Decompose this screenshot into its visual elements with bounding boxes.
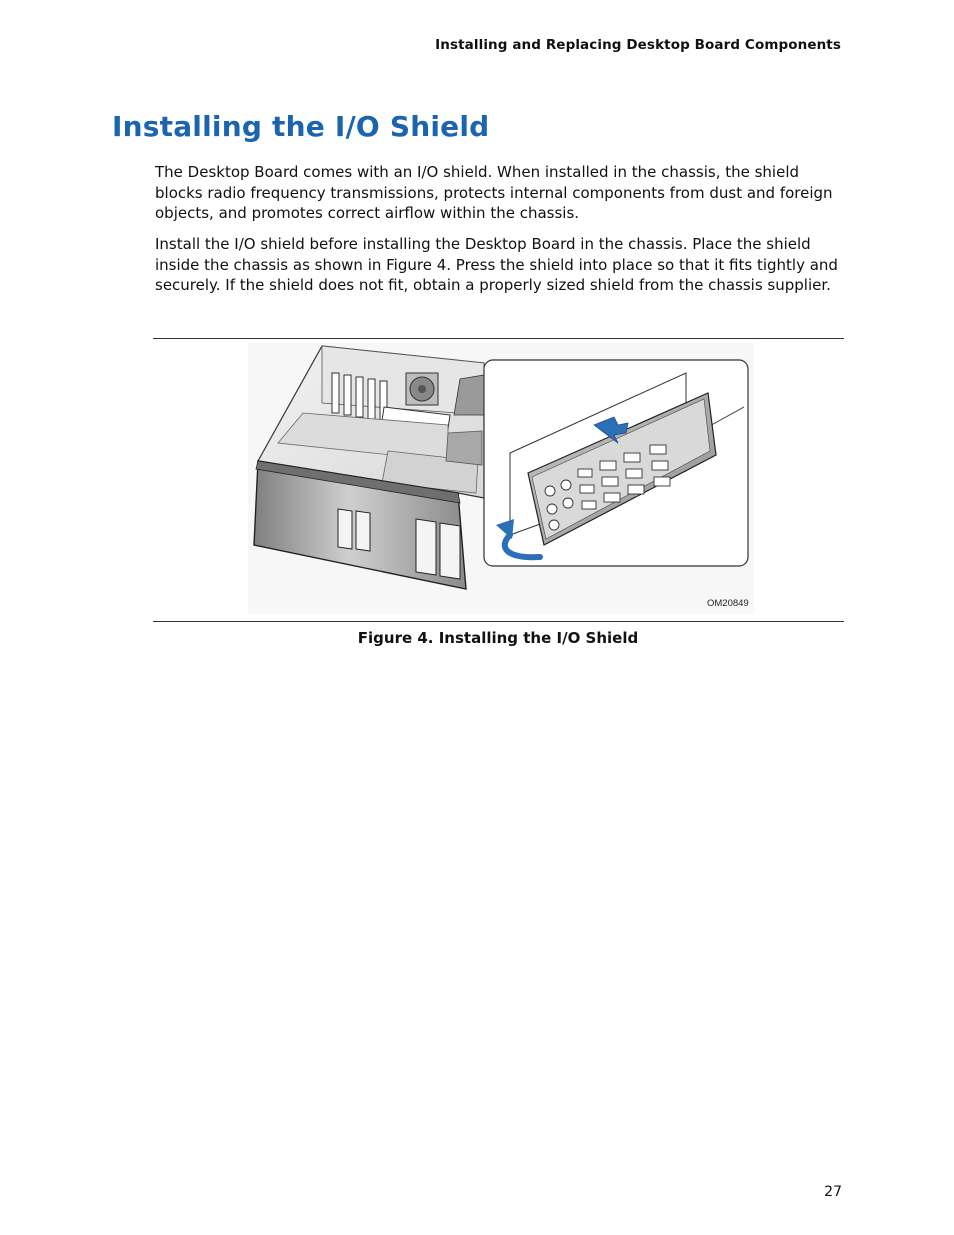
intro-paragraph: The Desktop Board comes with an I/O shield. When installed in the chassis, the shield blocks radio frequency transmissions, protects internal components from dust and foreign objects, and promotes correct airflow within the chassis. — [155, 163, 833, 222]
running-header: Installing and Replacing Desktop Board Components — [435, 37, 841, 53]
figure-bottom-rule — [153, 621, 844, 622]
figure-top-rule — [153, 338, 844, 339]
section-title: Installing the I/O Shield — [112, 110, 490, 143]
page-number: 27 — [824, 1184, 842, 1200]
instruction-paragraph: Install the I/O shield before installing the Desktop Board in the chassis. Place the shield inside the chassis as shown in Figure 4. Press the shield into place so that it fits tightly and securely. If the shield does not fit, obtain a properly sized shield from the chassis supplier. — [155, 235, 838, 294]
figure-code: OM20849 — [707, 598, 749, 609]
figure-caption: Figure 4. Installing the I/O Shield — [357, 629, 639, 647]
figure-illustration — [248, 343, 754, 614]
rear-fan — [406, 373, 438, 405]
